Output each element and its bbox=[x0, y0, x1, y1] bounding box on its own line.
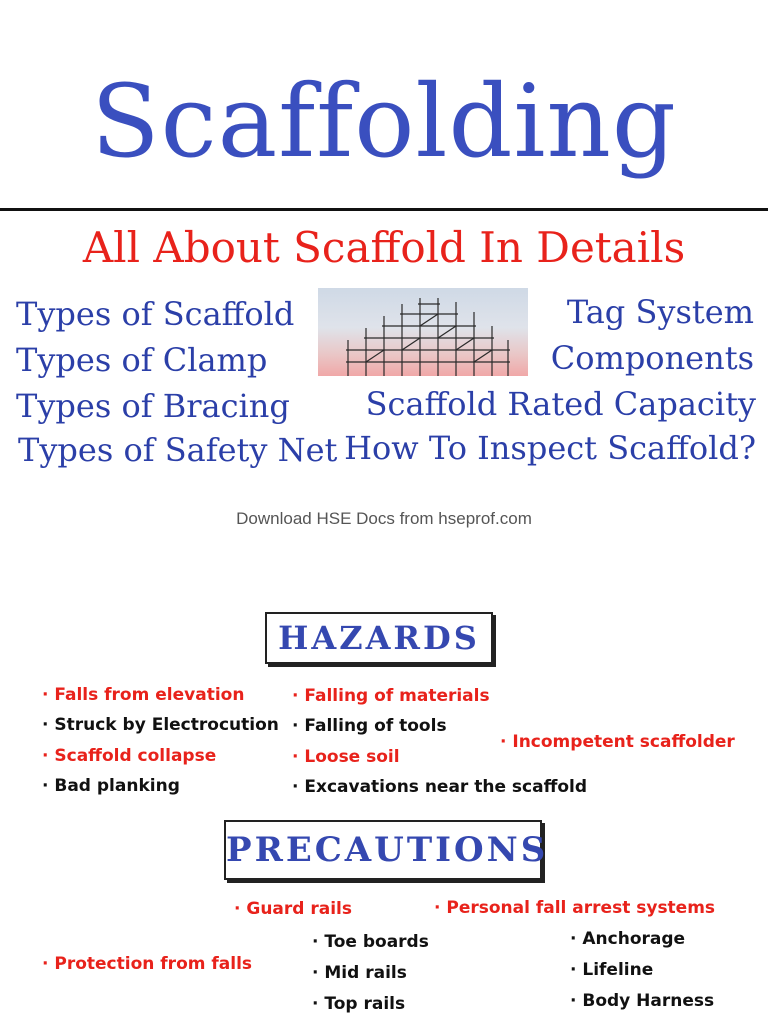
topic-types-of-safety-net: Types of Safety Net bbox=[18, 431, 338, 469]
hazard-item: · Excavations near the scaffold bbox=[292, 777, 588, 797]
scaffold-structure-icon bbox=[318, 288, 528, 376]
topic-types-of-clamp: Types of Clamp bbox=[16, 341, 268, 379]
hazard-item: · Scaffold collapse bbox=[42, 746, 217, 766]
scaffold-photo bbox=[318, 288, 528, 376]
precaution-personal-fall-arrest: · Personal fall arrest systems bbox=[434, 898, 716, 918]
hazard-item: · Loose soil bbox=[292, 747, 400, 767]
title-divider bbox=[0, 208, 768, 211]
topic-scaffold-rated-capacity: Scaffold Rated Capacity bbox=[365, 385, 756, 423]
topic-tag-system: Tag System bbox=[566, 293, 754, 331]
topic-types-of-bracing: Types of Bracing bbox=[16, 387, 290, 425]
page-subtitle: All About Scaffold In Details bbox=[82, 223, 686, 272]
hazards-heading: HAZARDS bbox=[265, 612, 493, 664]
download-link-text: Download HSE Docs from hseprof.com bbox=[236, 509, 532, 528]
hazard-item: · Falls from elevation bbox=[42, 685, 245, 705]
hazard-item: · Bad planking bbox=[42, 776, 180, 796]
guard-rail-item: · Top rails bbox=[312, 994, 406, 1014]
fall-arrest-item: · Anchorage bbox=[570, 929, 686, 949]
hazard-item: · Falling of materials bbox=[292, 686, 490, 706]
guard-rail-item: · Toe boards bbox=[312, 932, 429, 952]
topic-types-of-scaffold: Types of Scaffold bbox=[16, 295, 295, 333]
page-title: Scaffolding bbox=[91, 63, 677, 180]
topic-how-to-inspect-scaffold: How To Inspect Scaffold? bbox=[344, 429, 756, 467]
precaution-guard-rails: · Guard rails bbox=[234, 899, 353, 919]
guard-rail-item: · Mid rails bbox=[312, 963, 407, 983]
precaution-protection-from-falls: · Protection from falls bbox=[42, 954, 253, 974]
fall-arrest-item: · Body Harness bbox=[570, 991, 715, 1011]
hazard-item: · Falling of tools bbox=[292, 716, 447, 736]
hazard-item: · Incompetent scaffolder bbox=[500, 732, 735, 752]
topic-components: Components bbox=[550, 339, 754, 377]
hazard-item: · Struck by Electrocution bbox=[42, 715, 279, 735]
precautions-heading: PRECAUTIONS bbox=[224, 820, 542, 880]
fall-arrest-item: · Lifeline bbox=[570, 960, 654, 980]
